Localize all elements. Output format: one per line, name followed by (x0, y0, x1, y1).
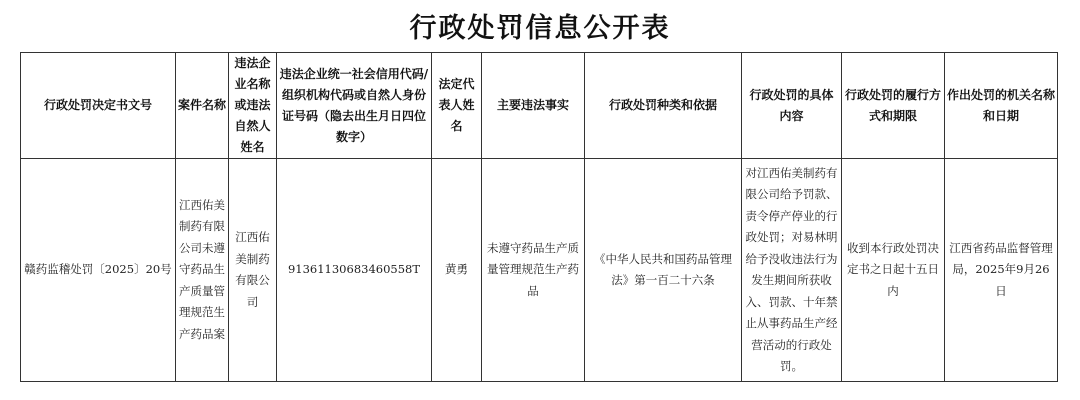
cell-content: 对江西佑美制药有限公司给予罚款、责令停产停业的行政处罚；对易林明给予没收违法行为发生期间所获收入、罚款、十年禁止从事药品生产经营活动的行政处罚。 (742, 159, 842, 382)
table-header-row (21, 53, 1058, 159)
cell-doc-no: 赣药监稽处罚〔2025〕20号 (21, 159, 176, 382)
cell-facts: 未遵守药品生产质量管理规范生产药品 (482, 159, 585, 382)
cell-method: 收到本行政处罚决定书之日起十五日内 (842, 159, 945, 382)
cell-basis: 《中华人民共和国药品管理法》第一百二十六条 (585, 159, 742, 382)
table-row (21, 159, 1058, 382)
cell-authority: 江西省药品监督管理局，2025年9月26日 (945, 159, 1058, 382)
header-doc-no: 行政处罚决定书文号 (21, 53, 176, 159)
header-content: 行政处罚的具体内容 (742, 53, 842, 159)
penalty-info-table (20, 52, 1058, 382)
header-credit-code: 违法企业统一社会信用代码/组织机构代码或自然人身份证号码（隐去出生月日四位数字） (277, 53, 432, 159)
cell-party-name: 江西佑美制药有限公司 (229, 159, 277, 382)
header-authority: 作出处罚的机关名称和日期 (945, 53, 1058, 159)
cell-case-name: 江西佑美制药有限公司未遵守药品生产质量管理规范生产药品案 (176, 159, 229, 382)
cell-credit-code: 91361130683460558T (277, 159, 432, 382)
header-legal-rep: 法定代表人姓名 (432, 53, 482, 159)
header-party-name: 违法企业名称或违法自然人姓名 (229, 53, 277, 159)
document-title: 行政处罚信息公开表 (409, 13, 671, 44)
header-method: 行政处罚的履行方式和期限 (842, 53, 945, 159)
header-facts: 主要违法事实 (482, 53, 585, 159)
header-case-name: 案件名称 (176, 53, 229, 159)
header-basis: 行政处罚种类和依据 (585, 53, 742, 159)
cell-legal-rep: 黄勇 (432, 159, 482, 382)
